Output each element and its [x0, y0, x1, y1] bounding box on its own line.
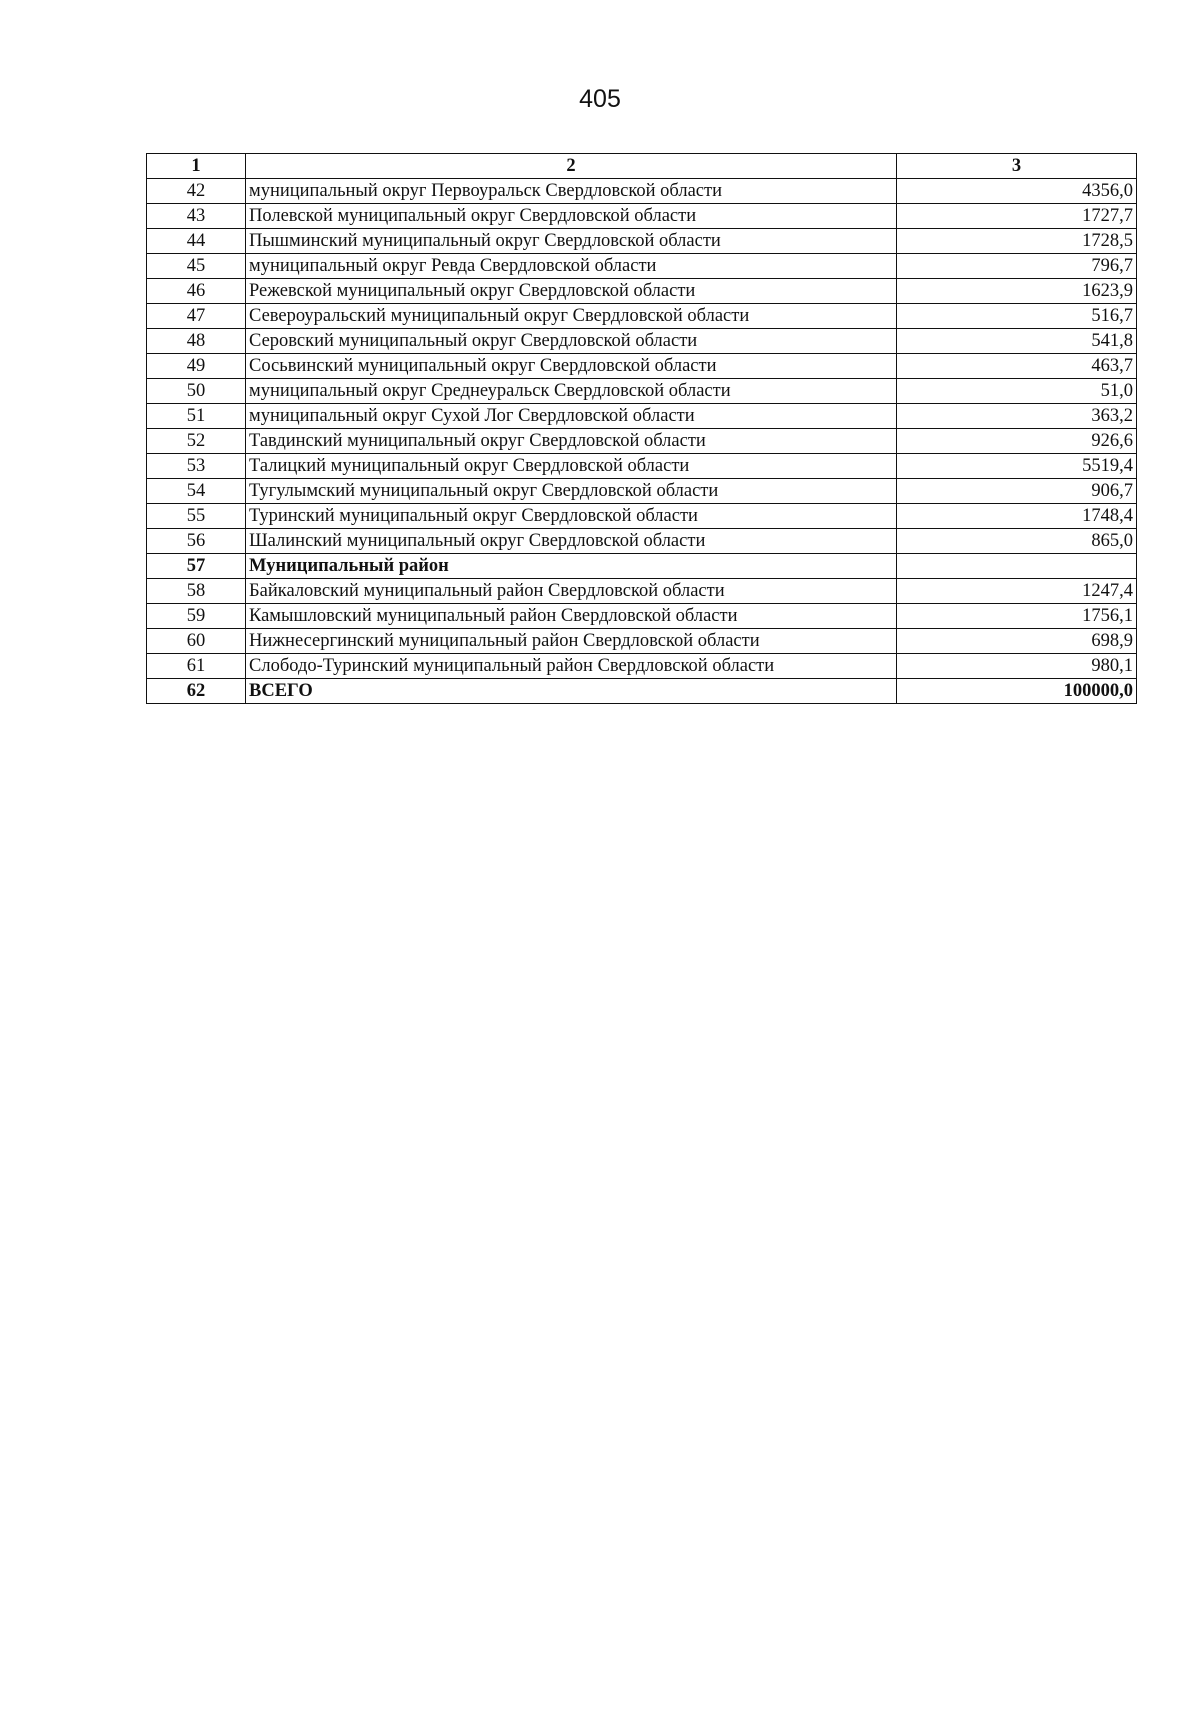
- amount-cell: 980,1: [897, 654, 1137, 679]
- municipality-name-cell: Североуральский муниципальный округ Свердловской области: [246, 304, 897, 329]
- page-number: 405: [579, 85, 621, 113]
- amount-cell: 1748,4: [897, 504, 1137, 529]
- column-header-2: 2: [246, 154, 897, 179]
- table-header-row: [147, 154, 1137, 179]
- column-header-1: 1: [147, 154, 246, 179]
- municipality-name-cell: Талицкий муниципальный округ Свердловской области: [246, 454, 897, 479]
- table-row: [147, 304, 1137, 329]
- amount-cell: 4356,0: [897, 179, 1137, 204]
- municipality-name-cell: муниципальный округ Ревда Свердловской области: [246, 254, 897, 279]
- row-number-cell: 52: [147, 429, 246, 454]
- amount-cell: 906,7: [897, 479, 1137, 504]
- row-number-cell: 45: [147, 254, 246, 279]
- table-row: [147, 629, 1137, 654]
- table-row: [147, 454, 1137, 479]
- amount-cell: 363,2: [897, 404, 1137, 429]
- table-row: [147, 654, 1137, 679]
- row-number-cell: 44: [147, 229, 246, 254]
- municipality-name-cell: ВСЕГО: [246, 679, 897, 704]
- amount-cell: 865,0: [897, 529, 1137, 554]
- row-number-cell: 62: [147, 679, 246, 704]
- municipality-name-cell: Камышловский муниципальный район Свердловской области: [246, 604, 897, 629]
- table-row: [147, 229, 1137, 254]
- municipality-name-cell: Слободо-Туринский муниципальный район Свердловской области: [246, 654, 897, 679]
- amount-cell: 1756,1: [897, 604, 1137, 629]
- municipality-name-cell: муниципальный округ Среднеуральск Свердловской области: [246, 379, 897, 404]
- amount-cell: 51,0: [897, 379, 1137, 404]
- table-row: [147, 254, 1137, 279]
- row-number-cell: 43: [147, 204, 246, 229]
- municipality-name-cell: муниципальный округ Первоуральск Свердловской области: [246, 179, 897, 204]
- row-number-cell: 48: [147, 329, 246, 354]
- table-row: [147, 379, 1137, 404]
- table-row: [147, 679, 1137, 704]
- amount-cell: 1728,5: [897, 229, 1137, 254]
- municipality-name-cell: Шалинский муниципальный округ Свердловской области: [246, 529, 897, 554]
- amount-cell: 1623,9: [897, 279, 1137, 304]
- municipality-name-cell: муниципальный округ Сухой Лог Свердловской области: [246, 404, 897, 429]
- table-row: [147, 529, 1137, 554]
- row-number-cell: 55: [147, 504, 246, 529]
- amount-cell: 516,7: [897, 304, 1137, 329]
- municipality-name-cell: Режевской муниципальный округ Свердловской области: [246, 279, 897, 304]
- municipality-name-cell: Полевской муниципальный округ Свердловской области: [246, 204, 897, 229]
- table-row: [147, 504, 1137, 529]
- table-row: [147, 354, 1137, 379]
- amount-cell: 541,8: [897, 329, 1137, 354]
- row-number-cell: 60: [147, 629, 246, 654]
- column-header-3: 3: [897, 154, 1137, 179]
- row-number-cell: 46: [147, 279, 246, 304]
- amount-cell: 926,6: [897, 429, 1137, 454]
- row-number-cell: 61: [147, 654, 246, 679]
- municipality-name-cell: Сосьвинский муниципальный округ Свердловской области: [246, 354, 897, 379]
- table-row: [147, 604, 1137, 629]
- row-number-cell: 53: [147, 454, 246, 479]
- municipality-name-cell: Серовский муниципальный округ Свердловской области: [246, 329, 897, 354]
- allocation-table: [146, 153, 1137, 704]
- municipality-name-cell: Муниципальный район: [246, 554, 897, 579]
- table-row: [147, 479, 1137, 504]
- amount-cell: 1247,4: [897, 579, 1137, 604]
- table-row: [147, 179, 1137, 204]
- table-row: [147, 329, 1137, 354]
- municipality-name-cell: Тавдинский муниципальный округ Свердловской области: [246, 429, 897, 454]
- table-row: [147, 579, 1137, 604]
- table-row: [147, 404, 1137, 429]
- row-number-cell: 42: [147, 179, 246, 204]
- table-body: [147, 179, 1137, 704]
- amount-cell: 100000,0: [897, 679, 1137, 704]
- amount-cell: 796,7: [897, 254, 1137, 279]
- table-row: [147, 429, 1137, 454]
- amount-cell: [897, 554, 1137, 579]
- amount-cell: 463,7: [897, 354, 1137, 379]
- municipality-name-cell: Байкаловский муниципальный район Свердловской области: [246, 579, 897, 604]
- row-number-cell: 57: [147, 554, 246, 579]
- table-row: [147, 554, 1137, 579]
- municipality-name-cell: Пышминский муниципальный округ Свердловской области: [246, 229, 897, 254]
- table-row: [147, 204, 1137, 229]
- amount-cell: 698,9: [897, 629, 1137, 654]
- row-number-cell: 51: [147, 404, 246, 429]
- row-number-cell: 58: [147, 579, 246, 604]
- table-row: [147, 279, 1137, 304]
- row-number-cell: 56: [147, 529, 246, 554]
- municipality-name-cell: Тугулымский муниципальный округ Свердловской области: [246, 479, 897, 504]
- municipality-name-cell: Нижнесергинский муниципальный район Свердловской области: [246, 629, 897, 654]
- row-number-cell: 49: [147, 354, 246, 379]
- row-number-cell: 59: [147, 604, 246, 629]
- amount-cell: 1727,7: [897, 204, 1137, 229]
- municipality-name-cell: Туринский муниципальный округ Свердловской области: [246, 504, 897, 529]
- amount-cell: 5519,4: [897, 454, 1137, 479]
- row-number-cell: 54: [147, 479, 246, 504]
- row-number-cell: 50: [147, 379, 246, 404]
- row-number-cell: 47: [147, 304, 246, 329]
